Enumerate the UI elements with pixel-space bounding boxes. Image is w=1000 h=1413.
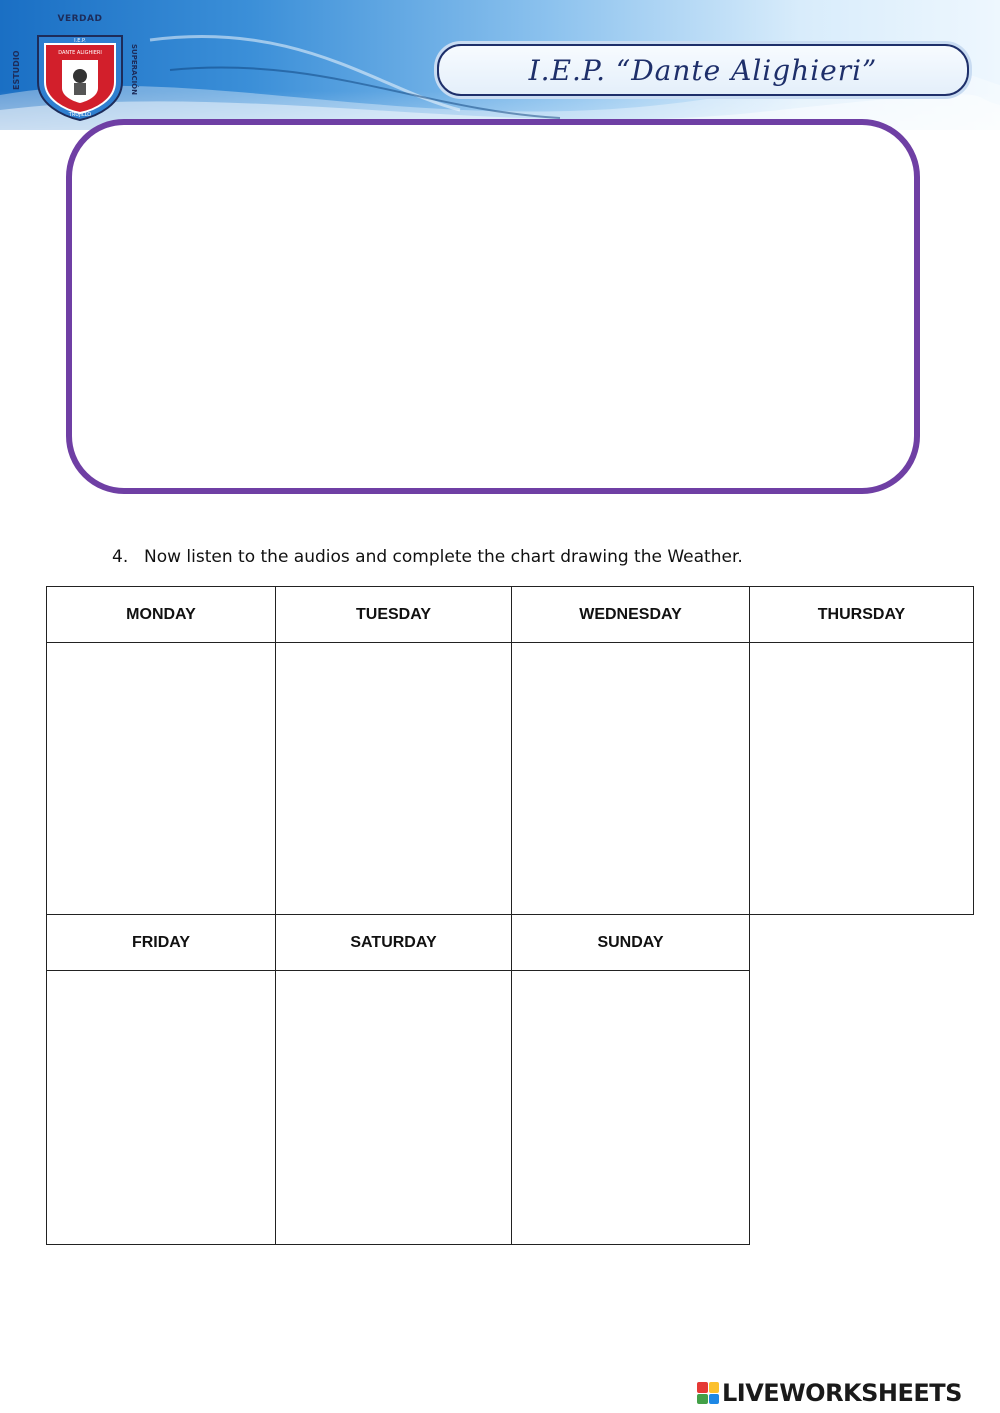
header-banner bbox=[0, 0, 1000, 130]
chart-cell-saturday[interactable] bbox=[275, 970, 512, 1245]
school-name-plate bbox=[437, 44, 969, 96]
chart-header-wednesday: WEDNESDAY bbox=[511, 586, 750, 643]
crest-inner-name: DANTE ALIGHIERI bbox=[58, 50, 102, 56]
chart-header-sunday: SUNDAY bbox=[511, 914, 750, 971]
instruction-number: 4. bbox=[112, 547, 129, 567]
liveworksheets-brand bbox=[697, 1376, 962, 1410]
chart-header-tuesday: TUESDAY bbox=[275, 586, 512, 643]
crest-inner-top: I.E.P. bbox=[74, 38, 86, 44]
instruction-text: Now listen to the audios and complete the chart drawing the Weather. bbox=[144, 547, 743, 567]
school-crest bbox=[10, 8, 150, 123]
chart-cell-friday[interactable] bbox=[46, 970, 276, 1245]
chart-cell-sunday[interactable] bbox=[511, 970, 750, 1245]
chart-cell-tuesday[interactable] bbox=[275, 642, 512, 915]
chart-header-thursday: THURSDAY bbox=[749, 586, 974, 643]
instruction-line bbox=[112, 547, 743, 567]
drawing-area-box[interactable] bbox=[66, 119, 920, 494]
crest-motto-left: ESTUDIO bbox=[12, 50, 21, 90]
chart-cell-monday[interactable] bbox=[46, 642, 276, 915]
crest-motto-right: SUPERACIÓN bbox=[130, 44, 138, 95]
crest-motto-top: VERDAD bbox=[57, 14, 103, 24]
crest-bottom-text: TRUJILLO bbox=[68, 112, 92, 118]
chart-header-saturday: SATURDAY bbox=[275, 914, 512, 971]
crest-shield-icon bbox=[32, 30, 128, 122]
chart-cell-wednesday[interactable] bbox=[511, 642, 750, 915]
liveworksheets-logo-icon bbox=[697, 1382, 719, 1404]
chart-cell-thursday[interactable] bbox=[749, 642, 974, 915]
school-name: I.E.P. “Dante Alighieri” bbox=[528, 53, 878, 87]
chart-header-friday: FRIDAY bbox=[46, 914, 276, 971]
chart-header-monday: MONDAY bbox=[46, 586, 276, 643]
brand-text: LIVEWORKSHEETS bbox=[722, 1379, 962, 1407]
